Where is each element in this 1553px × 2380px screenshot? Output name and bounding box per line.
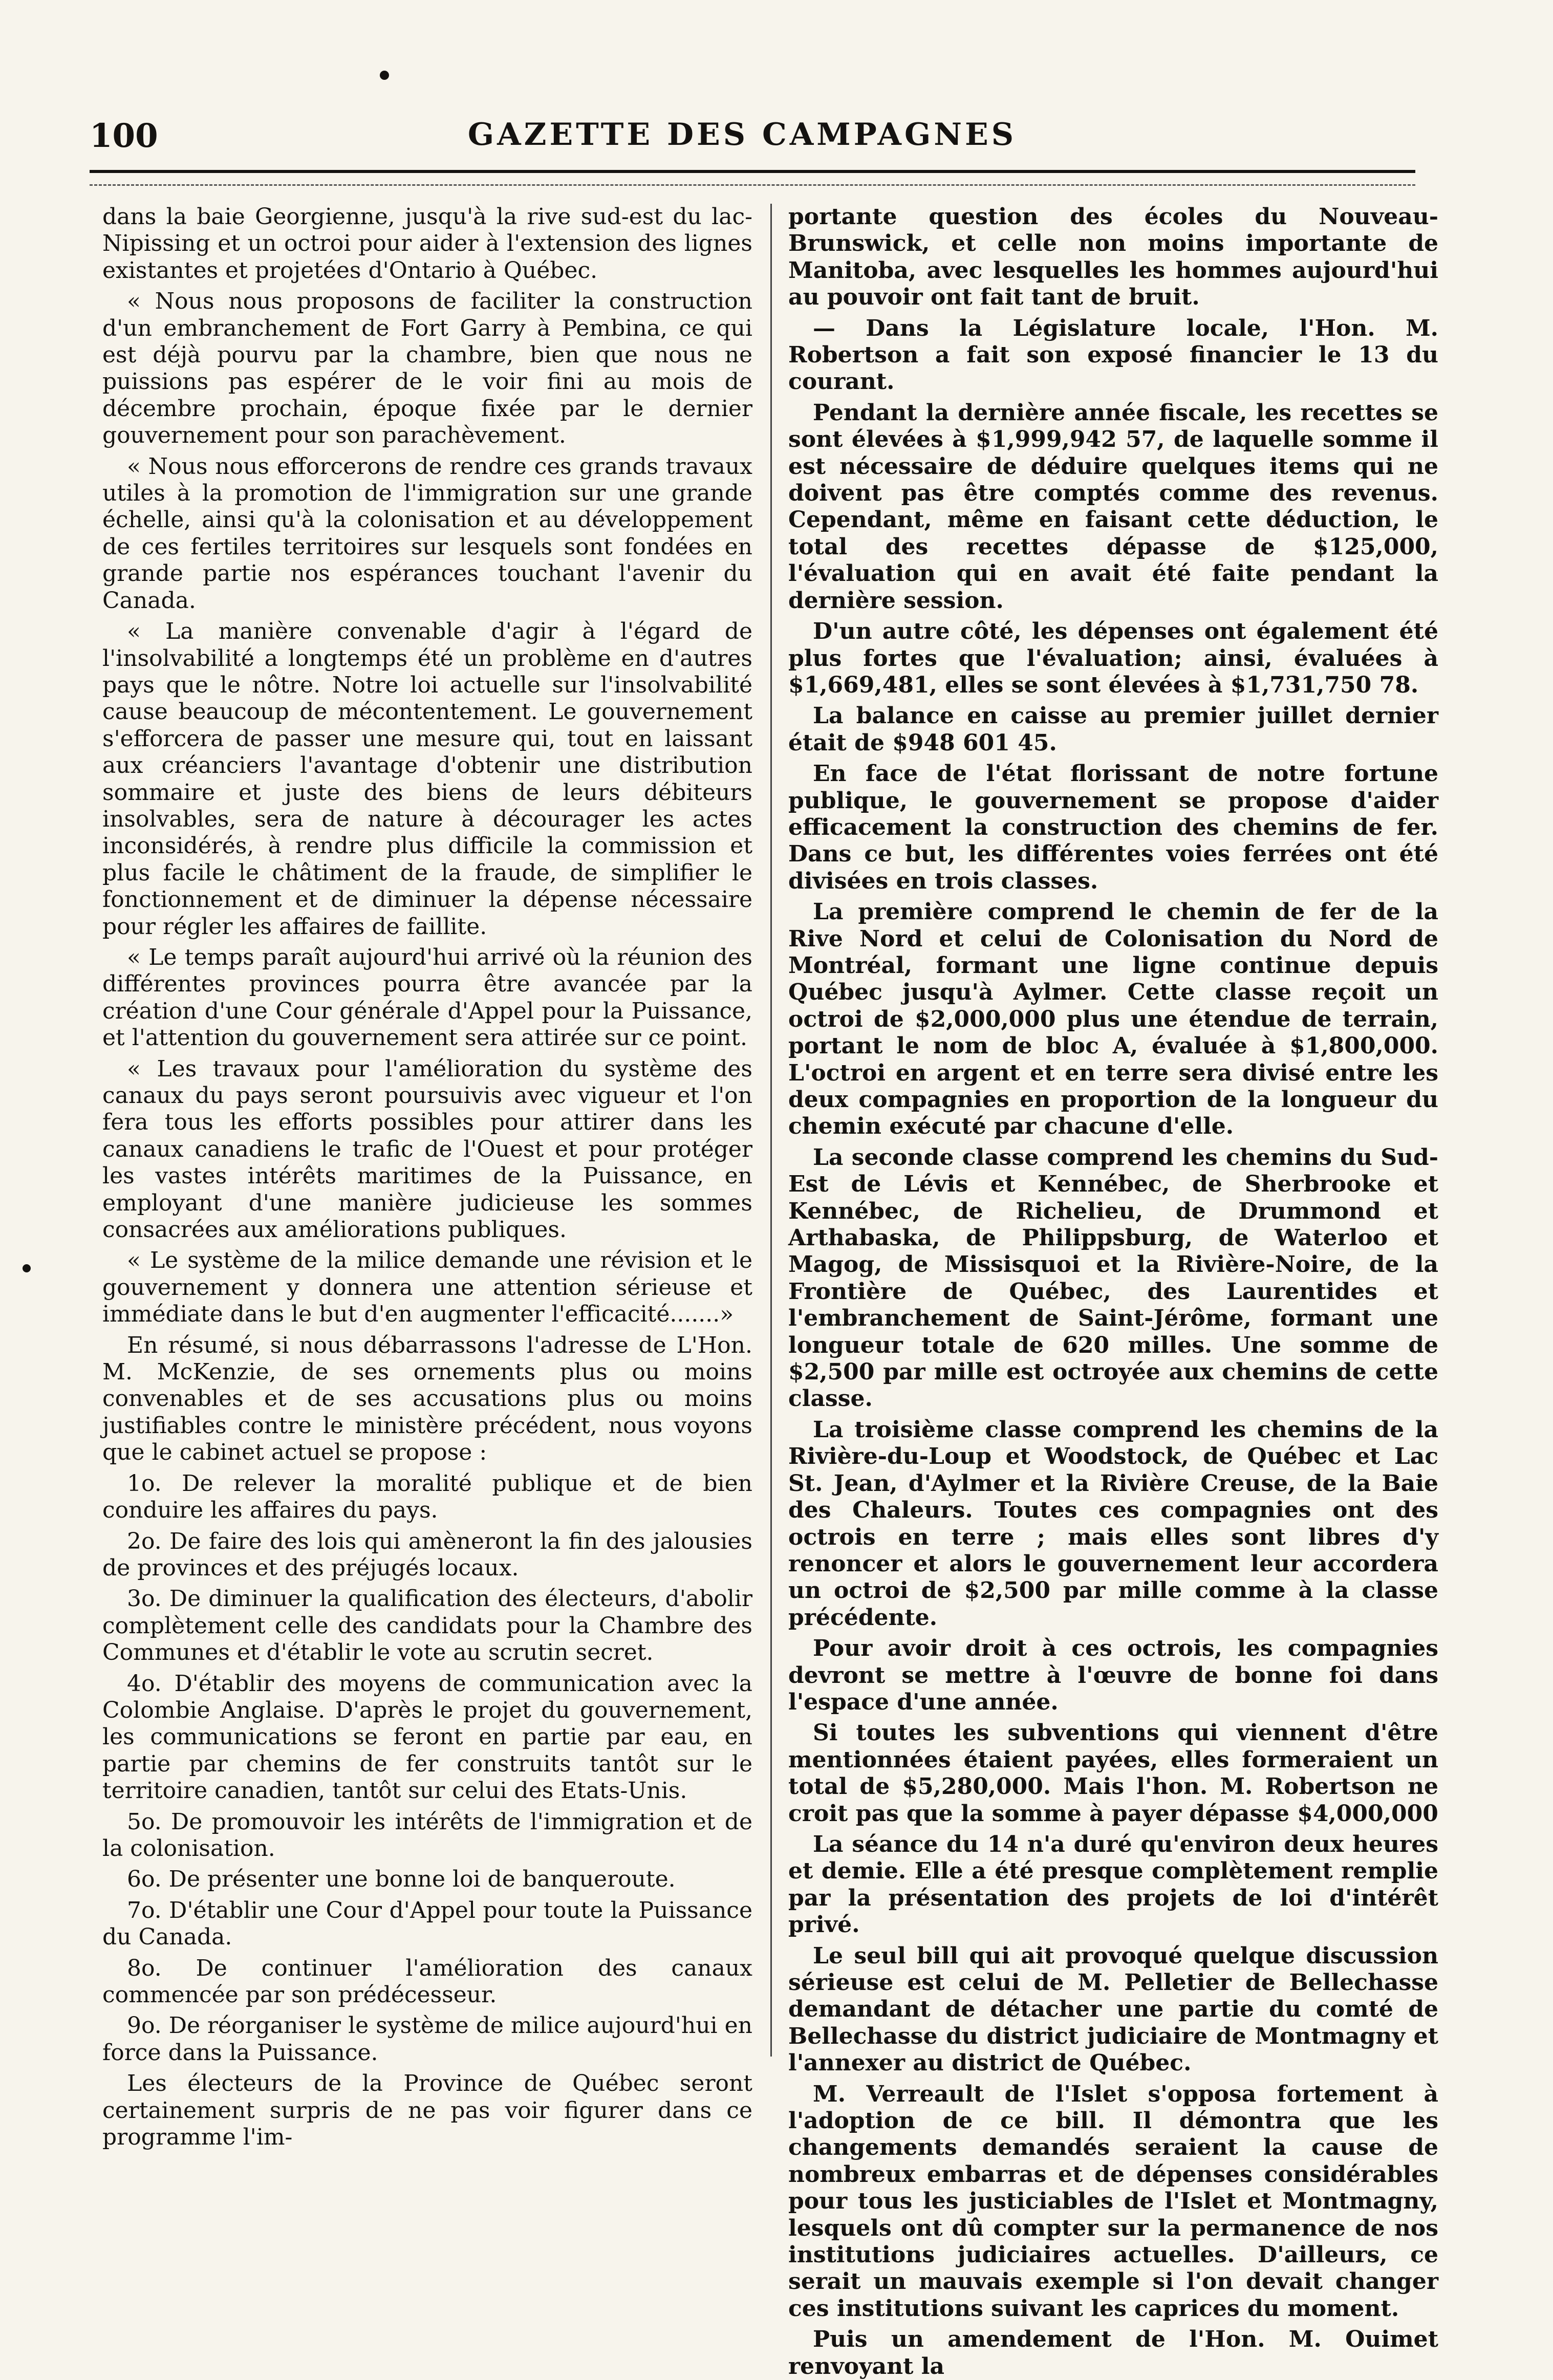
paragraph: « Nous nous proposons de faciliter la construction d'un embranchement de Fort Garry à Pembina, ce qui est déjà pourvu par la chambre, bien que nous ne puissions pas espérer de le voir fini au mois de décembre prochain, époque fixée par le dernier gouvernement pour son parachèvement.: [102, 288, 752, 449]
list-item: 8o. De continuer l'amélioration des canaux commencée par son prédécesseur.: [102, 1955, 752, 2008]
ink-dot: [23, 1264, 31, 1272]
page-header: [90, 117, 1395, 163]
list-item: 9o. De réorganiser le système de milice aujourd'hui en force dans la Puissance.: [102, 2013, 752, 2066]
list-item: 1o. De relever la moralité publique et de bien conduire les affaires du pays.: [102, 1470, 752, 1524]
paragraph: — Dans la Législature locale, l'Hon. M. Robertson a fait son exposé financier le 13 du courant.: [788, 315, 1438, 395]
list-item: 3o. De diminuer la qualification des électeurs, d'abolir complètement celle des candidats pour la Chambre des Communes et d'établir le vote au scrutin secret.: [102, 1586, 752, 1666]
paragraph: portante question des écoles du Nouveau-Brunswick, et celle non moins importante de Manitoba, avec lesquelles les hommes aujourd'hui au pouvoir ont fait tant de bruit.: [788, 204, 1438, 311]
paragraph: Si toutes les subventions qui viennent d'être mentionnées étaient payées, elles formeraient un total de $5,280,000. Mais l'hon. M. Robertson ne croit pas que la somme à payer dépasse $4,000,000: [788, 1720, 1438, 1827]
right-column: [788, 204, 1438, 2379]
paragraph: La balance en caisse au premier juillet dernier était de $948 601 45.: [788, 703, 1438, 756]
paragraph: D'un autre côté, les dépenses ont également été plus fortes que l'évaluation; ainsi, évaluées à $1,669,481, elles se sont élevées à $1,731,750 78.: [788, 618, 1438, 698]
paragraph: La troisième classe comprend les chemins de la Rivière-du-Loup et Woodstock, de Québec et Lac St. Jean, d'Aylmer et la Rivière Creuse, de la Baie des Chaleurs. Toutes ces compagnies ont des octrois en terre ; mais elles sont libres d'y renoncer et alors le gouvernement leur accordera un octroi de $2,500 par mille comme à la classe précédente.: [788, 1416, 1438, 1631]
column-divider: [770, 204, 772, 2057]
paragraph: La séance du 14 n'a duré qu'environ deux heures et demie. Elle a été presque complètement remplie par la présentation des projets de loi d'intérêt privé.: [788, 1831, 1438, 1938]
paragraph: dans la baie Georgienne, jusqu'à la rive sud-est du lac-Nipissing et un octroi pour aider à l'extension des lignes existantes et projetées d'Ontario à Québec.: [102, 204, 752, 284]
list-item: 5o. De promouvoir les intérêts de l'immigration et de la colonisation.: [102, 1808, 752, 1862]
paragraph: En face de l'état florissant de notre fortune publique, le gouvernement se propose d'aider efficacement la construction des chemins de fer. Dans ce but, les différentes voies ferrées ont été divisées en trois classes.: [788, 761, 1438, 894]
paragraph: « Le temps paraît aujourd'hui arrivé où la réunion des différentes provinces pourra être avancée par la création d'une Cour générale d'Appel pour la Puissance, et l'attention du gouvernement sera attirée sur ce point.: [102, 944, 752, 1051]
paragraph: Le seul bill qui ait provoqué quelque discussion sérieuse est celui de M. Pelletier de Bellechasse demandant de détacher une partie du comté de Bellechasse du district judiciaire de Montmagny et l'annexer au district de Québec.: [788, 1942, 1438, 2076]
list-item: 6o. De présenter une bonne loi de banqueroute.: [127, 1866, 676, 1893]
paragraph: « Les travaux pour l'amélioration du système des canaux du pays seront poursuivis avec vigueur et l'on fera tous les efforts possibles pour attirer dans les canaux canadiens le trafic de l'Ouest et pour protéger les vastes intérêts maritimes de la Puissance, en employant d'une manière judicieuse les sommes consacrées aux améliorations publiques.: [102, 1055, 752, 1243]
paragraph: Pendant la dernière année fiscale, les recettes se sont élevées à $1,999,942 57, de laquelle somme il est nécessaire de déduire quelques items qui ne doivent pas être comptés comme des revenus. Cependant, même en faisant cette déduction, le total des recettes dépasse de $125,000, l'évaluation qui en avait été faite pendant la dernière session.: [788, 399, 1438, 614]
list-item: 4o. D'établir des moyens de communication avec la Colombie Anglaise. D'après le projet du gouvernement, les communications se feront en partie par eau, en partie par chemins de fer construits tantôt sur le territoire canadien, tantôt sur celui des Etats-Unis.: [102, 1670, 752, 1804]
paragraph: M. Verreault de l'Islet s'opposa fortement à l'adoption de ce bill. Il démontra que les changements demandés seraient la cause de nombreux embarras et de dépenses considérables pour tous les justiciables de l'Islet et Montmagny, lesquels ont dû compter sur la permanence de nos institutions judiciaires actuelles. D'ailleurs, ce serait un mauvais exemple si l'on devait changer ces institutions suivant les caprices du moment.: [788, 2081, 1438, 2322]
list-item: 2o. De faire des lois qui amèneront la fin des jalousies de provinces et des préjugés locaux.: [102, 1528, 752, 1581]
paragraph: Puis un amendement de l'Hon. M. Ouimet renvoyant la: [788, 2326, 1438, 2379]
running-title: GAZETTE DES CAMPAGNES: [467, 117, 1017, 153]
page-number: 100: [90, 117, 158, 155]
ink-dot: [380, 71, 389, 80]
paragraph: La première comprend le chemin de fer de la Rive Nord et celui de Colonisation du Nord de Montréal, formant une ligne continue depuis Québec jusqu'à Aylmer. Cette classe reçoit un octroi de $2,000,000 plus une étendue de terrain, portant le nom de bloc A, évaluée à $1,800,000. L'octroi en argent et en terre sera divisé entre les deux compagnies en proportion de la longueur du chemin exécuté par chacune d'elle.: [788, 899, 1438, 1140]
header-rule: [90, 170, 1415, 173]
list-item: 7o. D'établir une Cour d'Appel pour toute la Puissance du Canada.: [102, 1897, 752, 1951]
paragraph: La seconde classe comprend les chemins du Sud-Est de Lévis et Kennébec, de Sherbrooke et Kennébec, de Richelieu, de Drummond et Arthabaska, de Philippsburg, de Waterloo et Magog, de Missisquoi et la Rivière-Noire, de la Frontière de Québec, des Laurentides et l'embranchement de Saint-Jérôme, formant une longueur totale de 620 milles. Une somme de $2,500 par mille est octroyée aux chemins de cette classe.: [788, 1144, 1438, 1412]
paragraph: Les électeurs de la Province de Québec seront certainement surpris de ne pas voir figurer dans ce programme l'im-: [102, 2070, 752, 2151]
paragraph: « Le système de la milice demande une révision et le gouvernement y donnera une attention sérieuse et immédiate dans le but d'en augmenter l'efficacité.......»: [102, 1247, 752, 1328]
header-dashed-rule: [90, 184, 1415, 186]
left-column: [102, 204, 752, 2151]
paragraph: En résumé, si nous débarrassons l'adresse de L'Hon. M. McKenzie, de ses ornements plus ou moins convenables et de ses accusations plus ou moins justifiables contre le ministère précédent, nous voyons que le cabinet actuel se propose :: [102, 1332, 752, 1466]
paragraph: Pour avoir droit à ces octrois, les compagnies devront se mettre à l'œuvre de bonne foi dans l'espace d'une année.: [788, 1635, 1438, 1715]
paragraph: « Nous nous efforcerons de rendre ces grands travaux utiles à la promotion de l'immigration sur une grande échelle, ainsi qu'à la colonisation et au développement de ces fertiles territoires sur lesquels sont fondées en grande partie nos espérances touchant l'avenir du Canada.: [102, 453, 752, 614]
paragraph: « La manière convenable d'agir à l'égard de l'insolvabilité a longtemps été un problème en d'autres pays que le nôtre. Notre loi actuelle sur l'insolvabilité cause beaucoup de mécontentement. Le gouvernement s'efforcera de passer une mesure qui, tout en laissant aux créanciers l'avantage d'obtenir une distribution sommaire et juste des biens de leurs débiteurs insolvables, sera de nature à décourager les actes inconsidérés, à rendre plus difficile la commission et plus facile le châtiment de la fraude, de simplifier le fonctionnement et de diminuer la dépense nécessaire pour régler les affaires de faillite.: [102, 618, 752, 940]
